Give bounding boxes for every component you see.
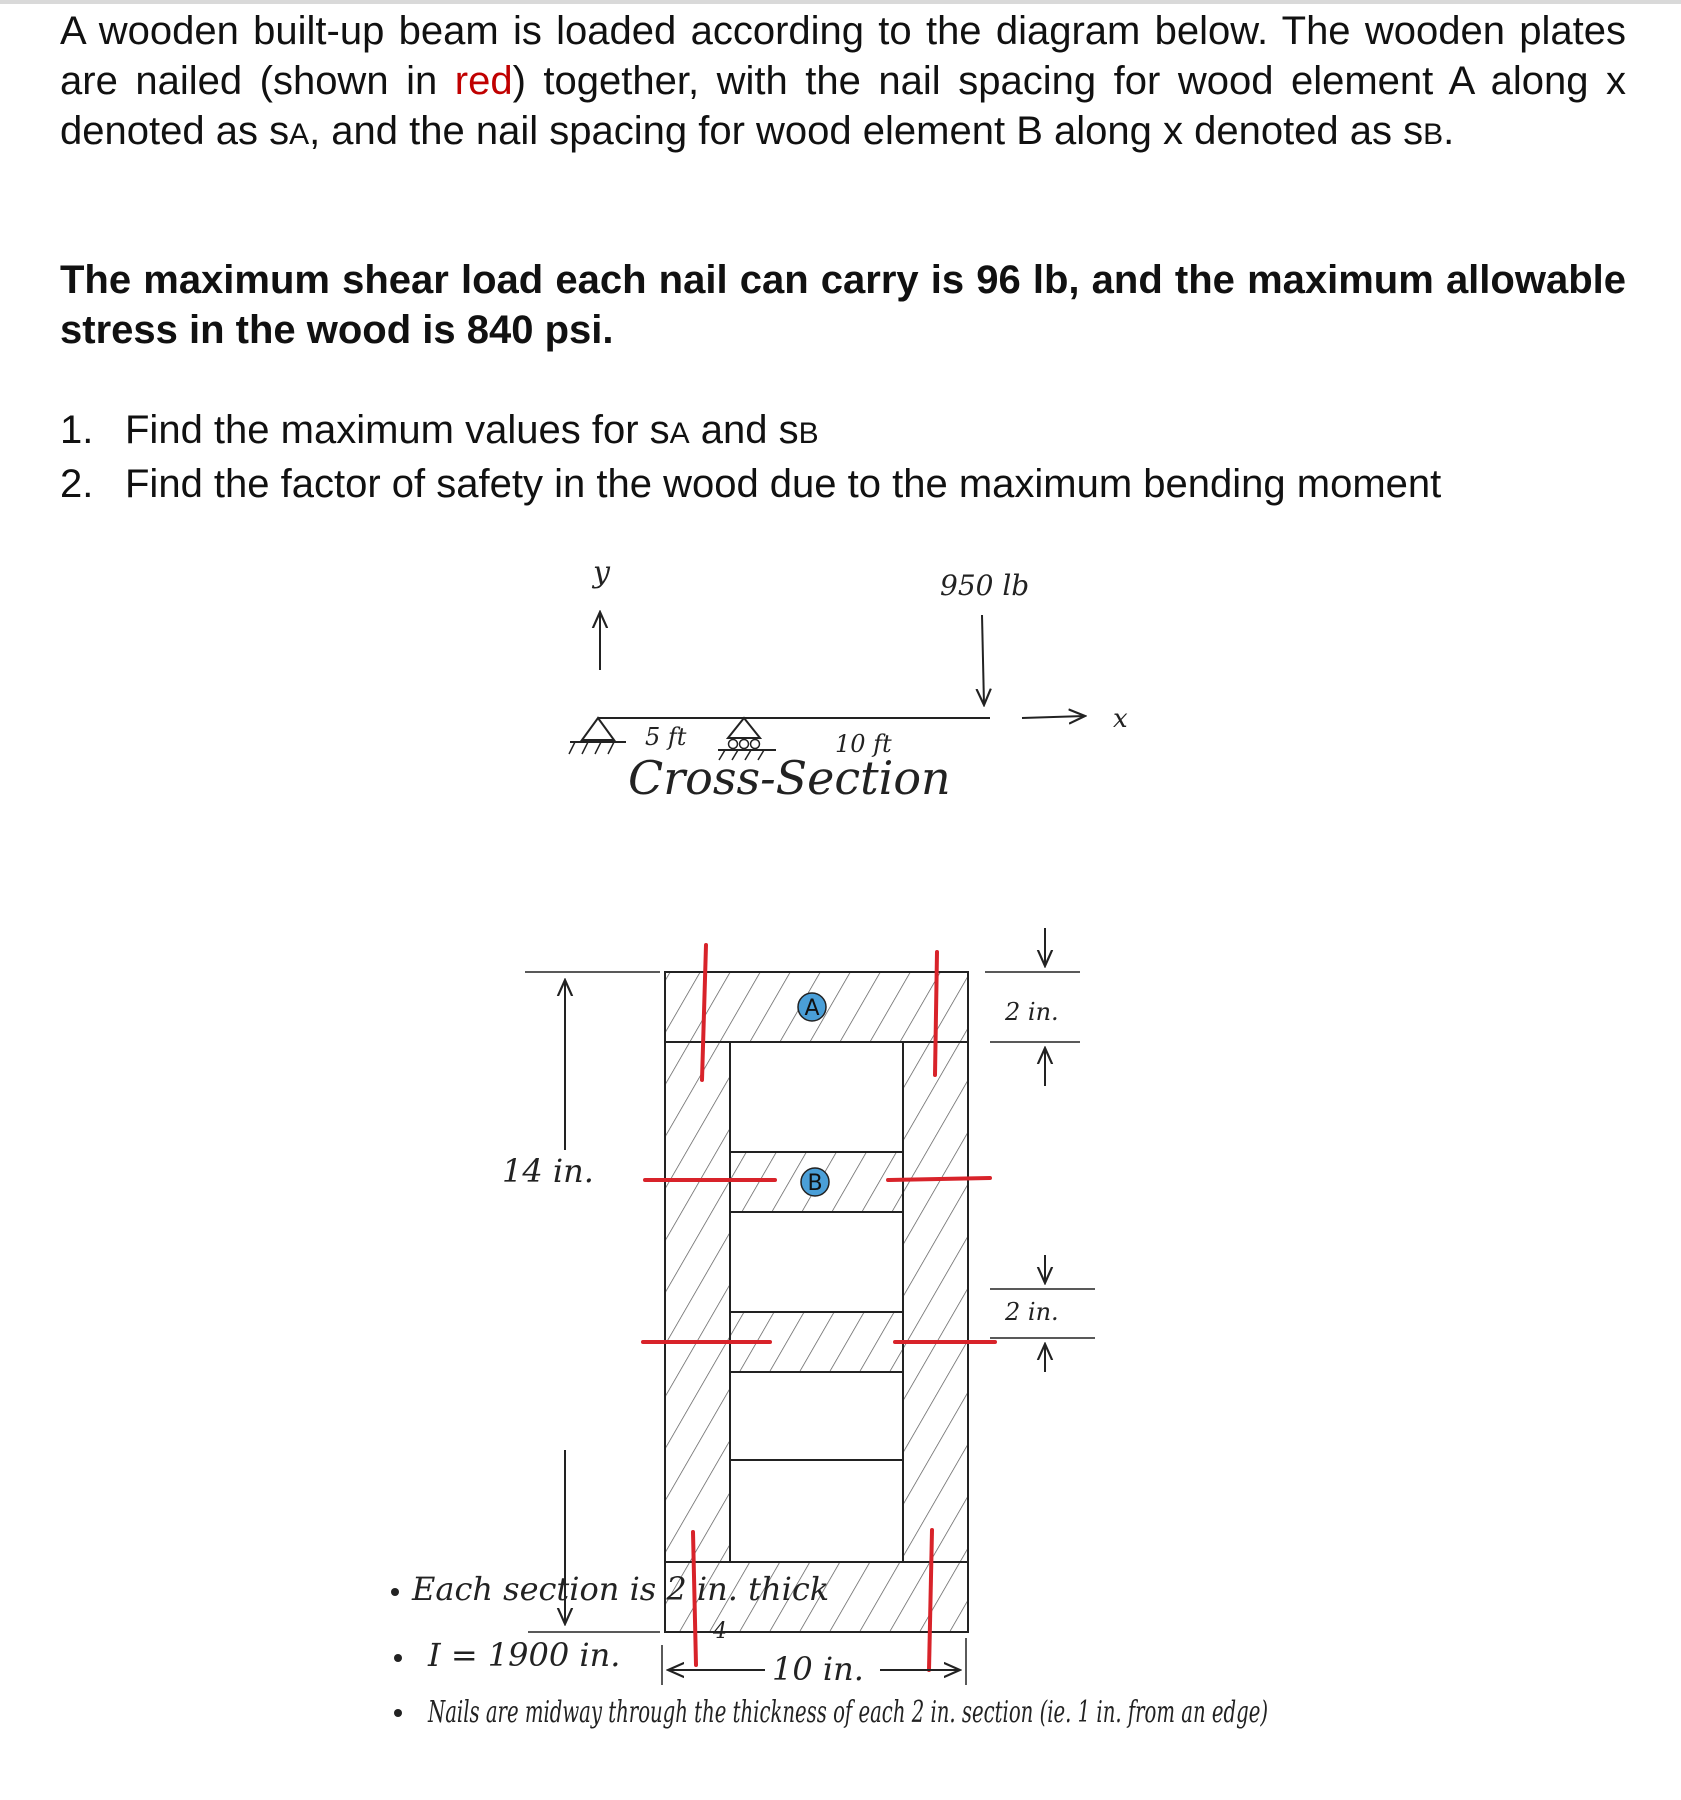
x-axis-label: x [1113, 704, 1128, 734]
load-label: 950 lb [940, 569, 1030, 602]
load-arrow [982, 615, 984, 705]
right-web [903, 1042, 968, 1562]
intro-text-3: , and the nail spacing for wood element B along x denoted as s [309, 109, 1424, 153]
intro-subscript-a: A [289, 118, 310, 151]
question-item [60, 459, 1626, 509]
question-subscript-b: B [798, 417, 819, 450]
left-web [665, 1042, 730, 1562]
interior-middle-space [730, 1212, 903, 1312]
height-label: 14 in. [502, 1152, 594, 1190]
span2-label: 10 ft [835, 730, 892, 758]
x-axis-arrow [1022, 716, 1085, 718]
width-label: 10 in. [772, 1650, 864, 1688]
top-thickness-label: 2 in. [1005, 998, 1059, 1026]
intro-paragraph [60, 6, 1626, 160]
intro-text-2: ) together, with the nail spacing for wood element A along x denoted as s [60, 59, 1626, 153]
note-bullet [394, 1709, 402, 1717]
element-a-label: A [804, 996, 820, 1021]
question-number: 1. [60, 408, 94, 452]
intro-red-word: red [454, 59, 513, 103]
note-bullet [394, 1654, 402, 1662]
note-superscript: 4 [713, 1619, 727, 1644]
intro-text-4: . [1443, 109, 1455, 153]
pin-support [569, 718, 626, 754]
beam-diagram [569, 555, 1128, 760]
question-item [60, 405, 1626, 459]
y-axis-label: y [593, 555, 610, 590]
question-list [60, 405, 1626, 509]
cross-section-title: Cross-Section [628, 751, 951, 805]
note-nail-location: Nails are midway through the thickness of each 2 in. section (ie. 1 in. from an edge) [427, 1695, 1269, 1730]
diagram-figure [0, 520, 1681, 1800]
intro-text-1: A wooden built-up beam is loaded according to the diagram below. The wooden plates are nailed (shown in [60, 9, 1626, 103]
constraints-paragraph: The maximum shear load each nail can carry is 96 lb, and the maximum allowable stress in the wood is 840 psi. [60, 258, 1626, 352]
intro-subscript-b: B [1423, 118, 1444, 151]
nail-mid-right [888, 1178, 990, 1180]
interior-top-space [730, 1042, 903, 1152]
bottom-thickness-label: 2 in. [1005, 1298, 1059, 1326]
note-bullet [391, 1588, 399, 1596]
question-text: Find the maximum values for sA and sB [125, 408, 819, 452]
note-moment-of-inertia: I = 1900 in. [428, 1636, 621, 1674]
span1-label: 5 ft [645, 723, 687, 751]
element-b-label: B [807, 1171, 823, 1196]
question-subscript-a: A [669, 417, 690, 450]
nail-top-right [935, 952, 937, 1075]
interior-bottom-space [730, 1372, 903, 1562]
top-border [0, 0, 1681, 4]
question-text: Find the factor of safety in the wood due to the maximum bending moment [125, 462, 1442, 506]
note-section-thickness: Each section is 2 in. thick [412, 1570, 830, 1608]
question-number: 2. [60, 462, 94, 506]
